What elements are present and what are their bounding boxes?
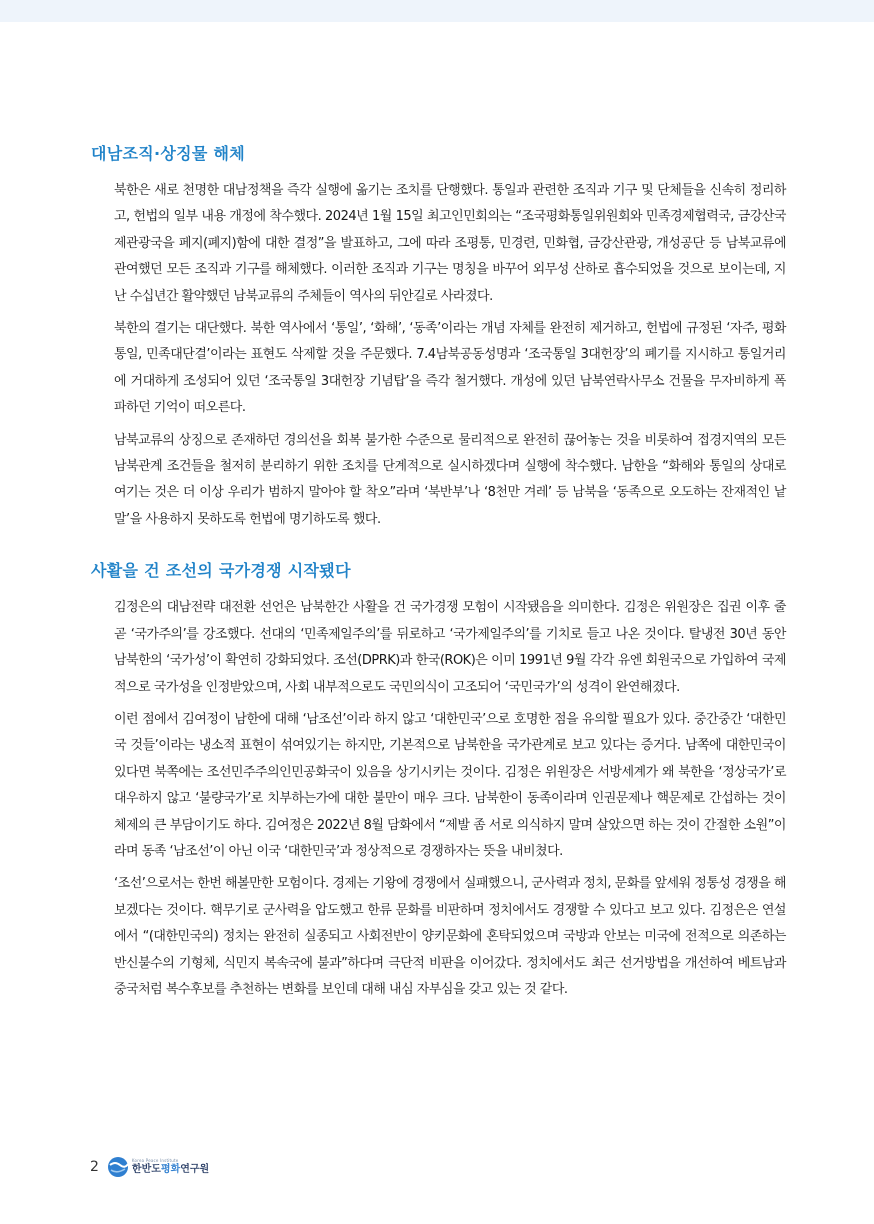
paragraph: 남북교류의 상징으로 존재하던 경의선을 회복 불가한 수준으로 물리적으로 완전히 끊어놓는 것을 비롯하여 접경지역의 모든 남북관계 조건들을 철저히 분리하기 위한 조치를 단계적으로 실시하겠다며 실행에 착수했다. 남한을 “화해와 통일의 상대로 여기는 것은 더 이상 우리가 범하지 말아야 할 착오”라며 ‘북반부’나 ‘8천만 겨레’ 등 남북을 ‘동족으로 오도하는 잔재적인 낱말’을 사용하지 못하도록 헌법에 명기하도록 했다. xyxy=(114,432,786,527)
header-band xyxy=(0,0,874,22)
logo-english-name: Korea Peace Institute xyxy=(131,1158,179,1163)
paragraph: 북한의 결기는 대단했다. 북한 역사에서 ‘통일’, ‘화해’, ‘동족’이라는 개념 자체를 완전히 제거하고, 헌법에 규정된 ‘자주, 평화통일, 민족대단결’이라는 표현도 삭제할 것을 주문했다. 7.4남북공동성명과 ‘조국통일 3대헌장’의 폐기를 지시하고 통일거리에 거대하게 조성되어 있던 ‘조국통일 3대헌장 기념탑’을 즉각 철거했다. 개성에 있던 남북연락사무소 건물을 무자비하게 폭파하던 기억이 떠오른다. xyxy=(114,321,786,416)
paragraph: 북한은 새로 천명한 대남정책을 즉각 실행에 옮기는 조치를 단행했다. 통일과 관련한 조직과 기구 및 단체들을 신속히 정리하고, 헌법의 일부 내용 개정에 착수했다. 2024년 1월 15일 최고인민회의는 “조국평화통일위원회와 민족경제협력국, 금강산국제관광국을 페지(폐지)함에 대한 결정”을 발표하고, 그에 따라 조평통, 민경련, 민화협, 금강산관광, 개성공단 등 남북교류에 관여했던 모든 조직과 기구를 해체했다. 이러한 조직과 기구는 명칭을 바꾸어 외무성 산하로 흡수되었을 것으로 보이는데, 지난 수십년간 활약했던 남북교류의 주체들이 역사의 뒤안길로 사라졌다. xyxy=(114,183,786,304)
korea-peace-institute-logo-icon xyxy=(107,1156,129,1178)
institute-logo xyxy=(107,1156,209,1178)
section-title: 사활을 건 조선의 국가경쟁 시작됐다 xyxy=(91,561,351,581)
paragraph: 김정은의 대남전략 대전환 선언은 남북한간 사활을 건 국가경쟁 모험이 시작됐음을 의미한다. 김정은 위원장은 집권 이후 줄곧 ‘국가주의’를 강조했다. 선대의 ‘민족제일주의’를 뒤로하고 ‘국가제일주의’를 기치로 들고 나온 것이다. 탈냉전 30년 동안 남북한의 ‘국가성’이 확연히 강화되었다. 조선(DPRK)과 한국(ROK)은 이미 1991년 9월 각각 유엔 회원국으로 가입하여 국제적으로 국가성을 인정받았으며, 사회 내부적으로도 국민의식이 고조되어 ‘국민국가’의 성격이 완연해졌다. xyxy=(114,600,786,695)
section-title: 대남조직·상징물 해체 xyxy=(91,144,246,163)
logo-korean-name: 한반도평화연구원 xyxy=(131,1164,210,1175)
page-footer xyxy=(90,1154,209,1180)
document-body xyxy=(86,140,786,1027)
page-number: 2 xyxy=(90,1159,99,1175)
paragraph: 이런 점에서 김여정이 남한에 대해 ‘남조선’이라 하지 않고 ‘대한민국’으로 호명한 점을 유의할 필요가 있다. 중간중간 ‘대한민국 것들’이라는 냉소적 표현이 섞여있기는 하지만, 기본적으로 남북한을 국가관계로 보고 있다는 증거다. 남쪽에 대한민국이 있다면 북쪽에는 조선민주주의인민공화국이 있음을 상기시키는 것이다. 김정은 위원장은 서방세계가 왜 북한을 ‘정상국가’로 대우하지 않고 ‘불량국가’로 치부하는가에 대한 불만이 매우 크다. 남북한이 동족이라며 인권문제나 핵문제로 간섭하는 것이 체제의 큰 부담이기도 하다. 김여정은 2022년 8월 담화에서 “제발 좀 서로 의식하지 말며 살았으면 하는 것이 간절한 소원”이라며 동족 ‘남조선’이 아닌 이국 ‘대한민국’과 정상적으로 경쟁하자는 뜻을 내비쳤다. xyxy=(114,711,786,859)
section-dismantling-organizations xyxy=(86,140,786,533)
section-national-competition xyxy=(86,557,786,1003)
paragraph: ‘조선’으로서는 한번 해볼만한 모험이다. 경제는 기왕에 경쟁에서 실패했으니, 군사력과 정치, 문화를 앞세워 정통성 경쟁을 해보겠다는 것이다. 핵무기로 군사력을 압도했고 한류 문화를 비판하며 정치에서도 경쟁할 수 있다고 보고 있다. 김정은은 연설에서 “(대한민국의) 정치는 완전히 실종되고 사회전반이 양키문화에 혼탁되었으며 국방과 안보는 미국에 전적으로 의존하는 반신불수의 기형체, 식민지 복속국에 불과”하다며 극단적 비판을 이어갔다. 정치에서도 최근 선거방법을 개선하여 베트남과 중국처럼 복수후보를 추천하는 변화를 보인데 대해 내심 자부심을 갖고 있는 것 같다. xyxy=(114,876,786,997)
